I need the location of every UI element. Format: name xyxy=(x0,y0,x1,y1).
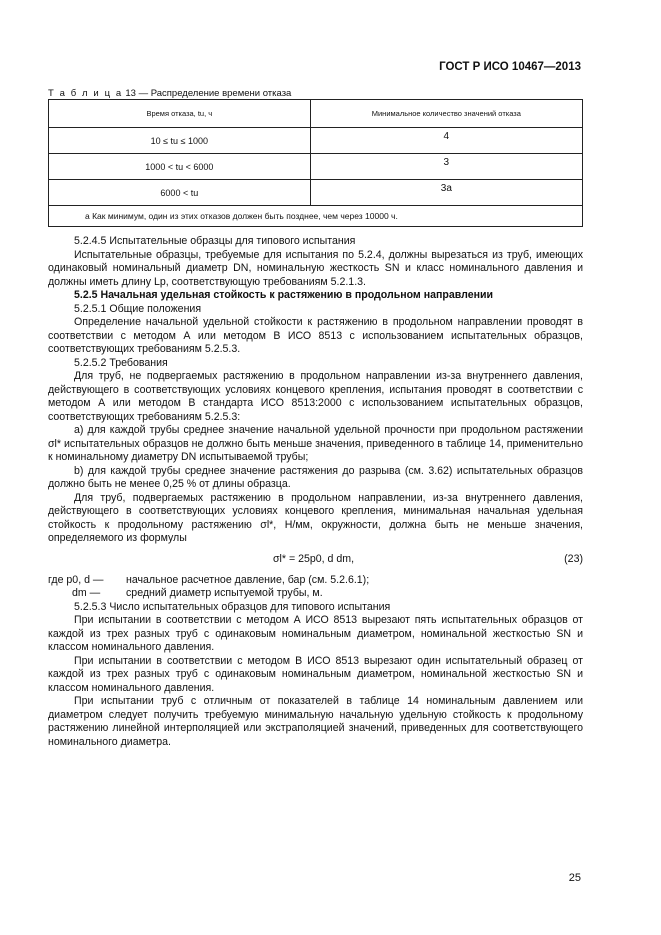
table-caption-text: 13 — Распределение времени отказа xyxy=(125,88,292,99)
legend-row xyxy=(48,574,583,588)
section-5-2-5-3-para-3: При испытании труб с отличным от показателей в таблице 14 номинальным давлением или диаметром следует получить требуемую минимальную начальную удельную стойкость к продольному растяжению линейной интерполяцией или экстраполяцией значений, приведенных для соответствующего номинального диаметра. xyxy=(48,695,583,748)
legend-text: средний диаметр испытуемой трубы, м. xyxy=(126,587,323,599)
section-5-2-5-1-title: 5.2.5.1 Общие положения xyxy=(74,302,202,315)
legend-symbol: где p0, d — xyxy=(48,573,104,586)
table-header-row xyxy=(49,100,583,128)
section-5-2-5-1-body: Определение начальной удельной стойкости к растяжению в продольном направлении проводят в соответствии с методом А или методом В ИСО 8513 с использованием испытательных образцов, соответствующих требованиям 5.2.5.3. xyxy=(48,316,583,355)
legend-row xyxy=(48,587,583,601)
section-5-2-4-5-title: 5.2.4.5 Испытательные образцы для типового испытания xyxy=(74,235,356,247)
document-body xyxy=(48,235,583,749)
cell-time: 10 ≤ tu ≤ 1000 xyxy=(49,128,311,154)
section-5-2-5-2-body: Для труб, не подвергаемых растяжению в продольном направлении из-за внутреннего давления, действующего в соответствующих условиях концевого крепления, испытания проводят в соответствии с методом А или методом В стандарта ИСО 8513:2000 с использованием испытательных образцов, соответствующих требованиям 5.2.5.3: xyxy=(48,370,583,423)
table-footnote: a Как минимум, один из этих отказов должен быть позднее, чем через 10000 ч. xyxy=(49,206,583,227)
section-5-2-5-2-title: 5.2.5.2 Требования xyxy=(74,356,168,369)
formula-expression: σl* = 25p0, d dm, xyxy=(273,552,355,565)
table-row xyxy=(49,180,583,206)
section-5-2-5-3-para-1: При испытании в соответствии с методом А ИСО 8513 вырезают пять испытательных образцов от каждой из трех разных труб с одинаковым номинальным диаметром, номинальной жесткостью SN и классом номинального давления. xyxy=(48,614,583,653)
legend-text: начальное расчетное давление, бар (см. 5.2.6.1); xyxy=(126,573,370,586)
requirement-item-a: а) для каждой трубы среднее значение начальной удельной прочности при продольном растяжении σl* испытательных образцов не должно быть меньше значения, приведенного в таблице 14, применительно к номинальному диаметру DN испытываемой трубы; xyxy=(48,424,583,463)
cell-count: 3 xyxy=(310,154,582,180)
formula-legend xyxy=(48,574,583,601)
cell-time: 6000 < tu xyxy=(49,180,311,206)
cell-time: 1000 < tu < 6000 xyxy=(49,154,311,180)
page-number: 25 xyxy=(568,872,581,884)
legend-symbol: dm — xyxy=(72,587,101,599)
failure-time-table xyxy=(48,99,583,227)
table-caption xyxy=(48,88,291,99)
section-5-2-5-3-para-2: При испытании в соответствии с методом В ИСО 8513 вырезают один испытательный образец от каждой из трех разных труб с одинаковым номинальным диаметром, номинальной жесткостью SN и классом номинального давления. xyxy=(48,654,583,694)
pressure-paragraph: Для труб, подвергаемых растяжению в продольном направлении, из-за внутреннего давления, действующего в соответствующих условиях концевого крепления, минимальная начальная удельная стойкость к продольному растяжению σl*, Н/мм, окружности, должна быть не меньше значения, определяемого из формулы xyxy=(48,491,583,544)
section-5-2-5-3-title: 5.2.5.3 Число испытательных образцов для типового испытания xyxy=(74,600,391,613)
table-caption-prefix: Т а б л и ц а xyxy=(48,88,123,99)
formula-number: (23) xyxy=(564,552,583,565)
section-5-2-4-5-body: Испытательные образцы, требуемые для испытания по 5.2.4, должны вырезаться из труб, имеющих одинаковый номинальный диаметр DN, номинальную жесткость SN и класс номинального давления и должны иметь длину Lp, соответствующую требованиям 5.2.1.3. xyxy=(48,248,583,288)
table-row xyxy=(49,154,583,180)
cell-count: 3a xyxy=(310,180,582,206)
table-row xyxy=(49,128,583,154)
table-footnote-row xyxy=(49,206,583,227)
section-5-2-5-title: 5.2.5 Начальная удельная стойкость к растяжению в продольном направлении xyxy=(74,289,494,301)
col-header-count: Минимальное количество значений отказа xyxy=(310,100,582,128)
document-code-header: ГОСТ Р ИСО 10467—2013 xyxy=(439,61,581,73)
col-header-time: Время отказа, tu, ч xyxy=(49,100,311,128)
formula-23 xyxy=(48,546,583,572)
cell-count: 4 xyxy=(310,128,582,154)
requirement-item-b: b) для каждой трубы среднее значение растяжения до разрыва (см. 3.62) испытательных образцов должно быть не менее 0,25 % от длины образца. xyxy=(48,464,583,490)
